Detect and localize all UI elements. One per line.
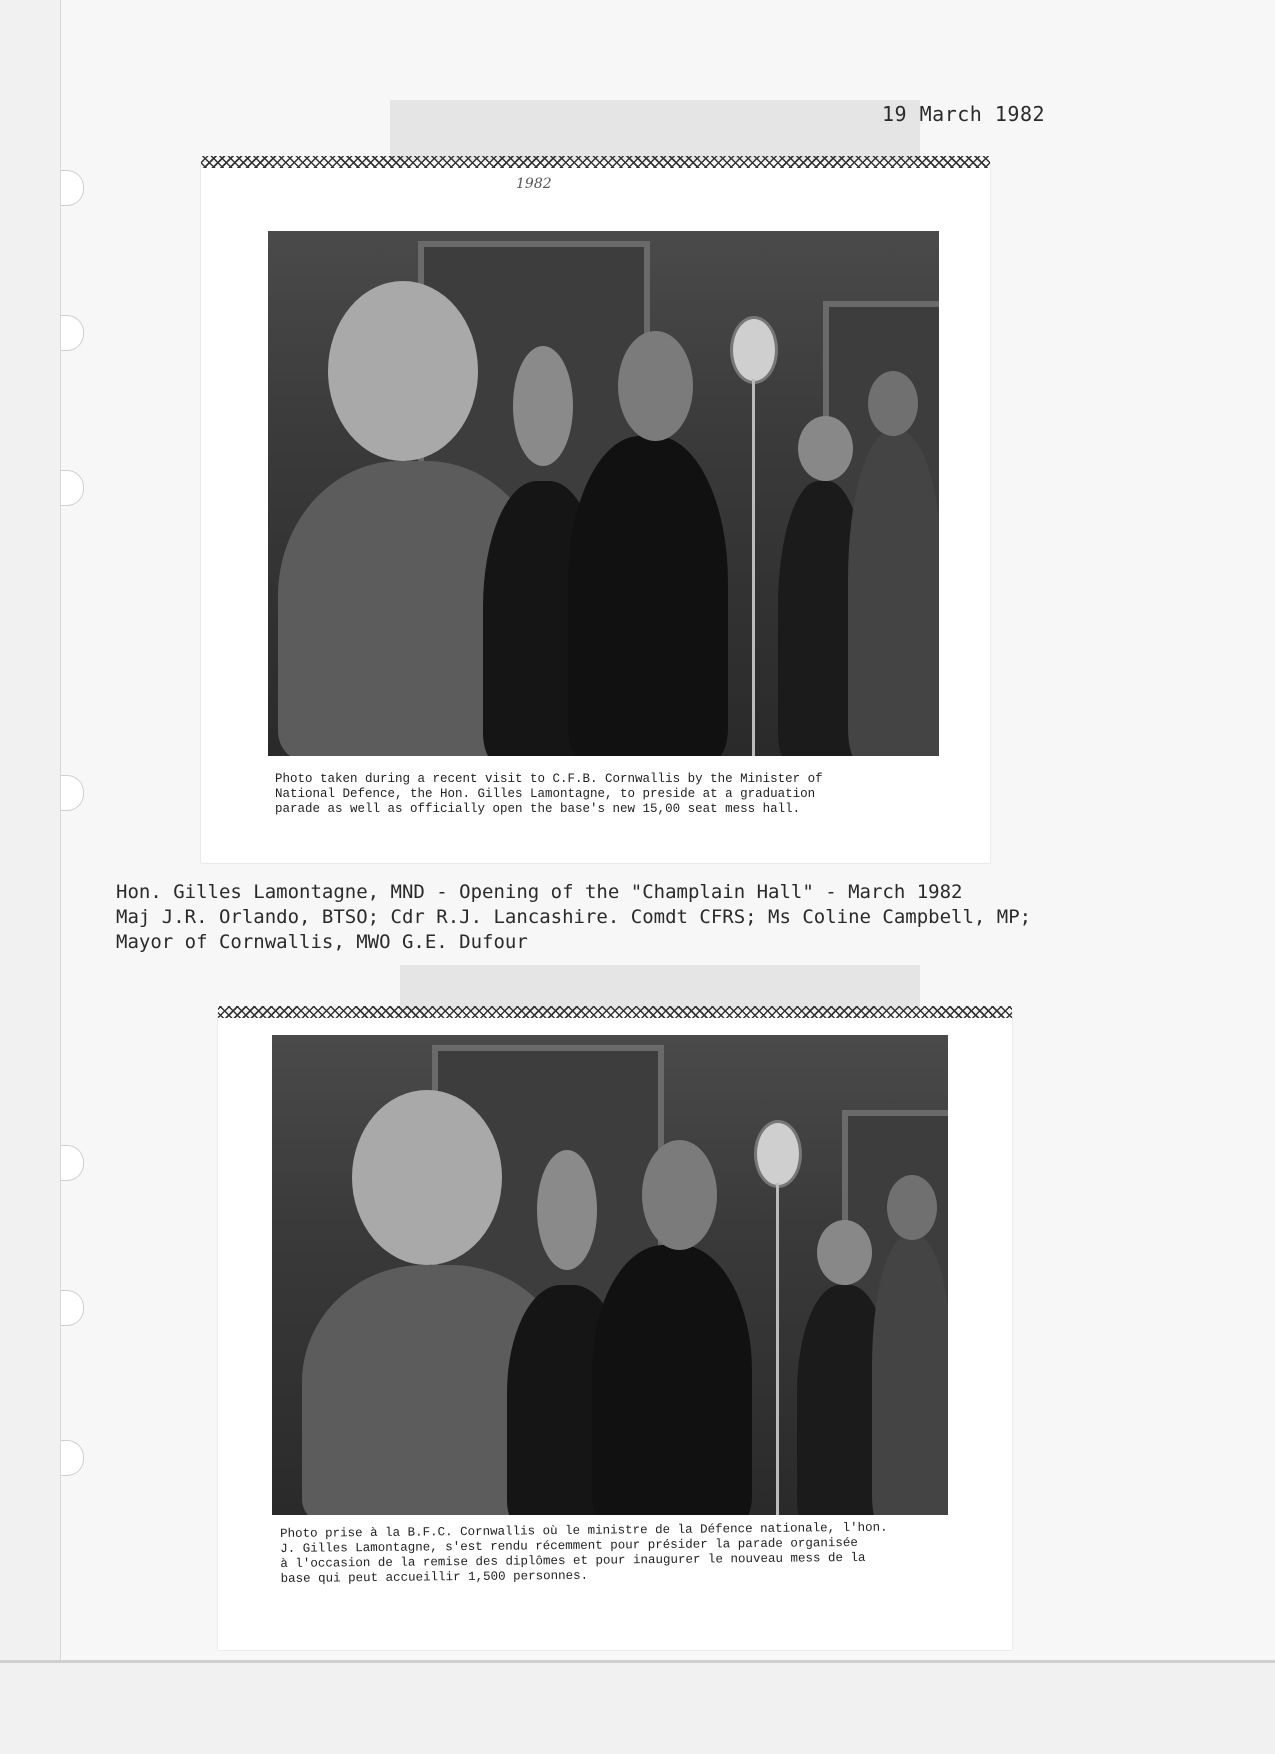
tape-strip (390, 100, 920, 160)
binder-hole (61, 1290, 84, 1326)
description-line: Maj J.R. Orlando, BTSO; Cdr R.J. Lancashire. Comdt CFRS; Ms Coline Campbell, MP; (116, 906, 1032, 928)
binder-hole (61, 1440, 84, 1476)
diamond-border (201, 156, 990, 168)
description-line: Mayor of Cornwallis, MWO G.E. Dufour (116, 931, 528, 953)
photo-description (116, 880, 1031, 955)
event-photo (268, 231, 939, 756)
event-photo (272, 1035, 948, 1515)
binder-hole (61, 1145, 84, 1181)
binder-hole (61, 170, 84, 206)
page-date: 19 March 1982 (882, 102, 1046, 126)
tape-strip (400, 965, 920, 1010)
newspaper-clipping-english (201, 162, 990, 863)
handwritten-note: 1982 (516, 176, 552, 192)
photo-caption-french: Photo prise à la B.F.C. Cornwallis où le ministre de la Défence nationale, l'hon. J. Gilles Lamontagne, s'est rendu récemment pour présider la parade organisée à l'occasion de la remise des diplômes et pour inaugurer le nouveau mess de la base qui peut accueillir 1,500 personnes. (280, 1520, 888, 1586)
binder-hole (61, 470, 84, 506)
diamond-border (218, 1006, 1012, 1018)
photo-caption-english: Photo taken during a recent visit to C.F.B. Cornwallis by the Minister of National Defence, the Hon. Gilles Lamontagne, to preside at a graduation parade as well as officially open the base's new 15,00 seat mess hall. (275, 772, 823, 816)
binder-hole (61, 775, 84, 811)
page-edge (0, 1660, 1275, 1663)
binder-hole (61, 315, 84, 351)
newspaper-clipping-french (218, 1012, 1012, 1650)
description-line: Hon. Gilles Lamontagne, MND - Opening of the "Champlain Hall" - March 1982 (116, 881, 963, 903)
